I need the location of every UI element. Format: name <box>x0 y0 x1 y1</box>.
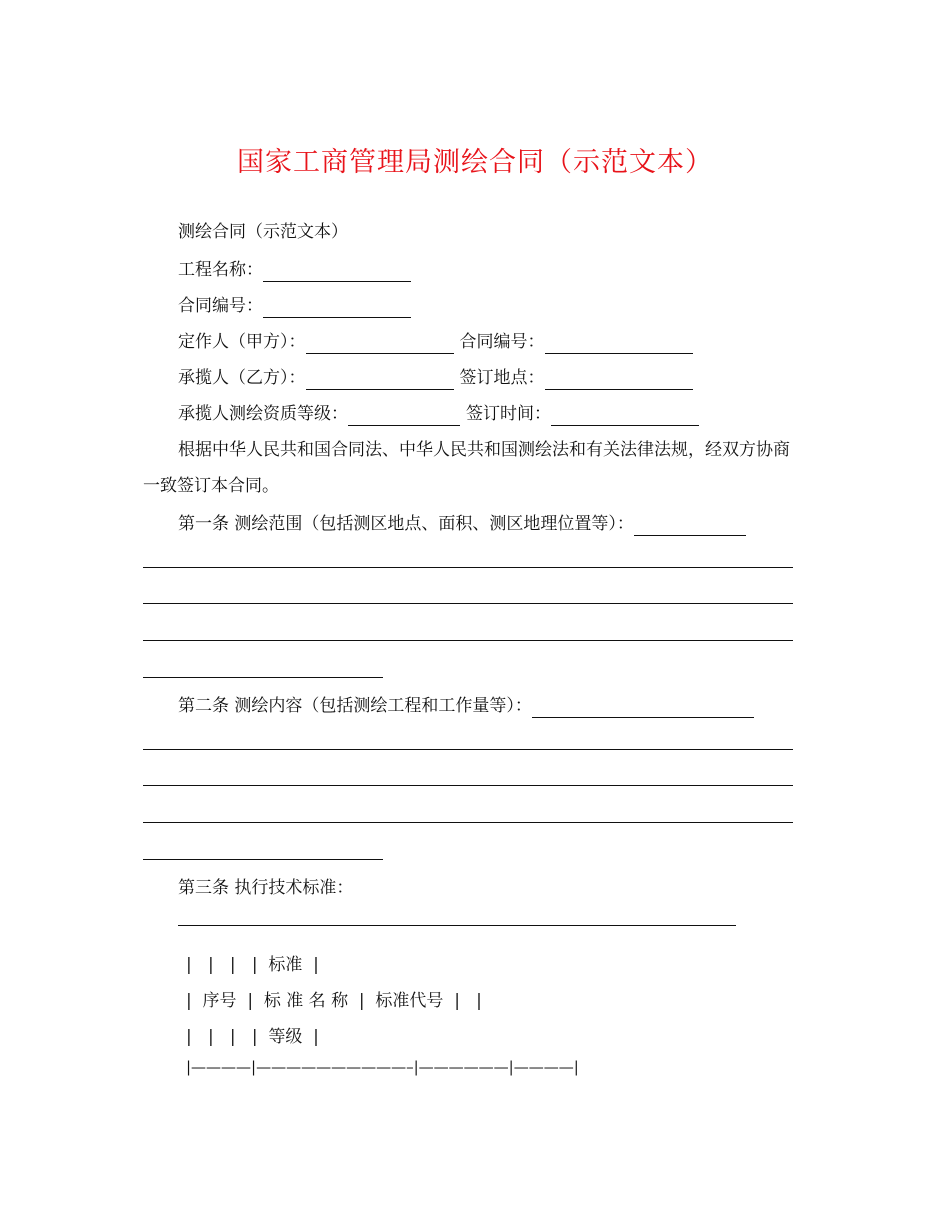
article-3: 第三条 执行技术标准： <box>178 878 354 898</box>
article-3-line[interactable] <box>178 925 736 926</box>
field-label: 合同编号： <box>459 332 545 352</box>
intro-paragraph: 根据中华人民共和国合同法、中华人民共和国测绘法和有关法律法规，经双方协商一致签订本合同。 <box>143 440 790 496</box>
field-party-a <box>178 330 693 354</box>
field-label: 工程名称： <box>178 260 263 280</box>
field-label: 签订地点： <box>459 368 545 388</box>
field-qualification <box>178 402 699 426</box>
field-label: 合同编号： <box>178 296 263 316</box>
sign-place-blank[interactable] <box>545 371 693 390</box>
field-contract-no <box>178 294 411 318</box>
article-2-line[interactable] <box>143 749 793 750</box>
article-1-line[interactable] <box>143 603 793 604</box>
field-label: 承揽人（乙方）： <box>178 368 306 388</box>
contract-no2-blank[interactable] <box>545 335 693 354</box>
article-2-line[interactable] <box>143 822 793 823</box>
article-1-line[interactable] <box>143 640 793 641</box>
article-text: 第二条 测绘内容（包括测绘工程和工作量等）： <box>178 696 532 716</box>
party-a-blank[interactable] <box>306 335 454 354</box>
table-row: |————|——————————–|——————|————| <box>186 1058 579 1076</box>
sign-time-blank[interactable] <box>551 407 699 426</box>
article-1-blank[interactable] <box>634 517 746 536</box>
qualification-blank[interactable] <box>348 407 460 426</box>
table-row: | | | | 等级 | <box>186 1027 319 1047</box>
project-name-blank[interactable] <box>263 263 411 282</box>
article-2 <box>178 694 754 718</box>
table-row: | | | | 标准 | <box>186 955 319 975</box>
contract-no-blank[interactable] <box>263 299 411 318</box>
field-label: 签订时间： <box>466 404 551 424</box>
party-b-blank[interactable] <box>306 371 454 390</box>
subtitle: 测绘合同（示范文本） <box>178 222 348 242</box>
article-2-line[interactable] <box>143 785 793 786</box>
article-2-blank[interactable] <box>532 699 754 718</box>
field-party-b <box>178 366 693 390</box>
field-project-name <box>178 258 411 282</box>
table-row: | 序号 | 标 准 名 称 | 标准代号 | | <box>186 991 482 1011</box>
article-1-line[interactable] <box>143 677 383 678</box>
article-2-line[interactable] <box>143 859 383 860</box>
article-1-line[interactable] <box>143 567 793 568</box>
article-text: 第一条 测绘范围（包括测区地点、面积、测区地理位置等）： <box>178 514 634 534</box>
field-label: 定作人（甲方）： <box>178 332 306 352</box>
article-1 <box>178 512 746 536</box>
document-title: 国家工商管理局测绘合同（示范文本） <box>237 147 713 178</box>
field-label: 承揽人测绘资质等级： <box>178 404 348 424</box>
